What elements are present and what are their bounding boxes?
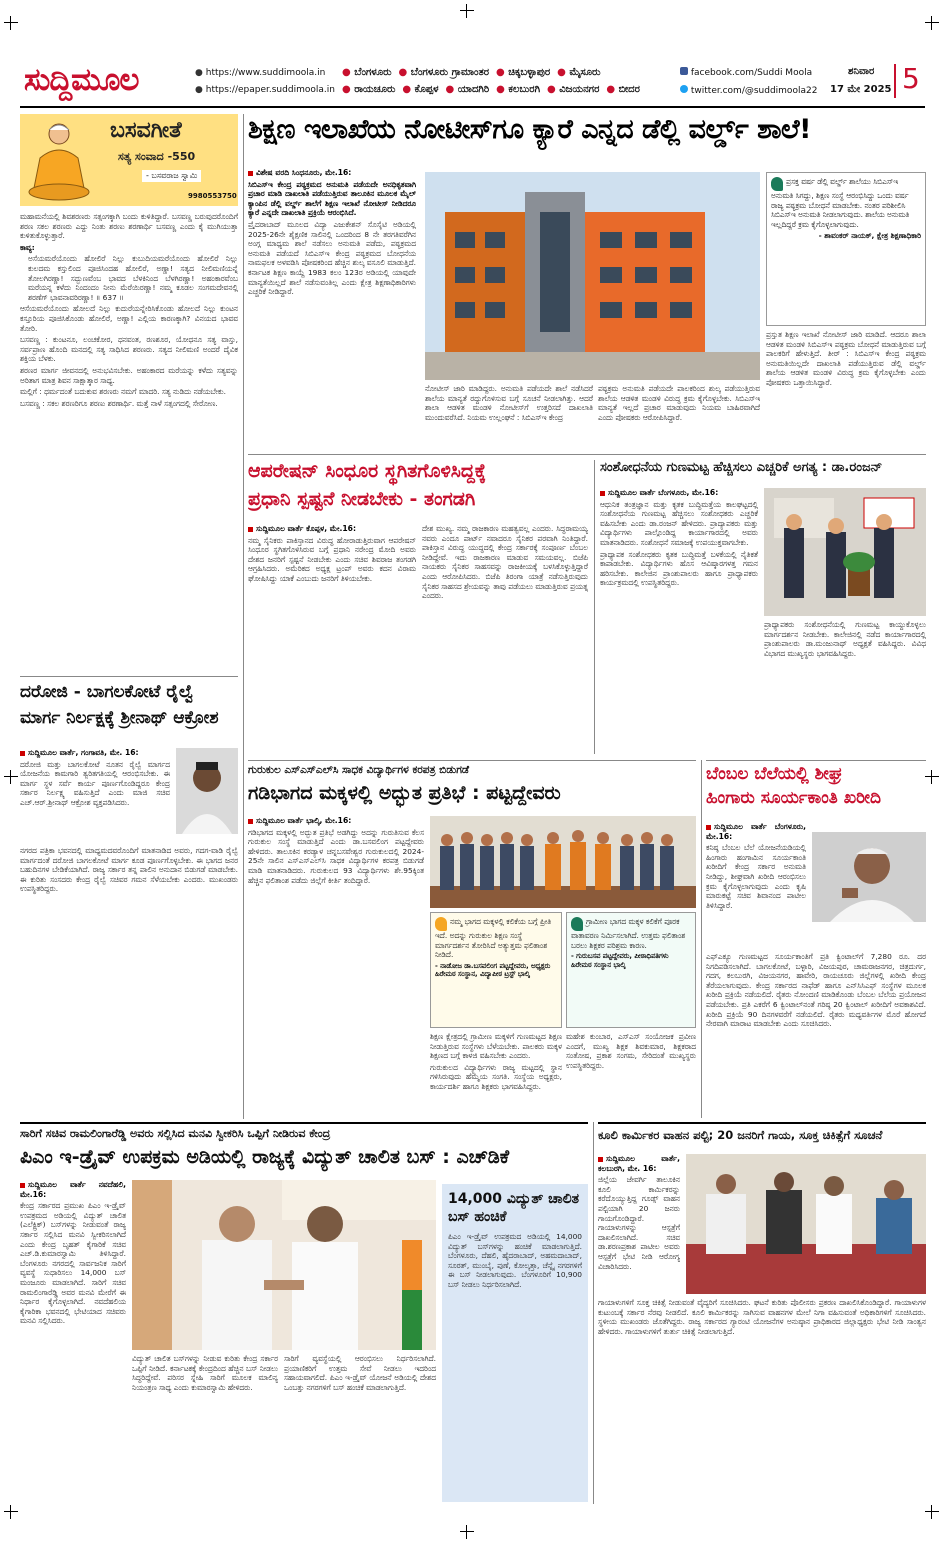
city[interactable]: ● ಮೈಸೂರು	[557, 67, 601, 78]
facebook-link[interactable]: facebook.com/Suddi Moola	[680, 67, 812, 78]
daroji-headline: ದರೋಜಿ - ಬಾಗಲಕೋಟೆ ರೈಲ್ವೆ ಮಾರ್ಗ ನಿರ್ಲಕ್ಷಕ್ಕೆ ಶ್ರೀನಾಥ್ ಆಕ್ರೋಶ	[20, 682, 219, 728]
gurukula-kicker: ಗುರುಕುಲ ಎಸ್‌ಎಸ್‌ಎಲ್‌ಸಿ ಸಾಧಕ ವಿದ್ಯಾರ್ಥಿಗಳ ಕರಪತ್ರ ಬಿಡುಗಡೆ	[248, 764, 470, 776]
epaper-url[interactable]: ● https://epaper.suddimoola.in	[195, 85, 335, 95]
hdk-meeting-photo	[132, 1180, 436, 1350]
web-url[interactable]: ● https://www.suddimoola.in	[195, 68, 326, 78]
samshodhane-col1: ಸುದ್ದಿಮೂಲ ವಾರ್ತೆ ಬೆಂಗಳೂರು, ಮೇ.16: ಆಧುನಿಕ ತಂತ್ರಜ್ಞಾನ ಮತ್ತು ಕೃತಕ ಬುದ್ಧಿಮತ್ತೆಯ ಕಾಲಘಟ್ಟದಲ್ಲಿ ಸಂಶೋಧನೆಯ ಗುಣಮಟ್ಟ ಹೆಚ್ಚಿಸಲು ಸಂಶೋಧಕರು ಎಚ್ಚರಿಕೆ ವಹಿಸಬೇಕು ಎಂದು ಡಾ.ರಂಜನ್ ಹೇಳಿದರು. ಪ್ರಾದ್ಯಾಪಕರು ಮತ್ತು ವಿದ್ಯಾರ್ಥಿಗಳು ಪಾಲ್ಗೊಂಡಿದ್ದ ಕಾರ್ಯಾಗಾರದಲ್ಲಿ ಅವರು ಮಾತನಾಡಿದರು. ಸಂಶೋಧನೆ ಸಮಾಜಕ್ಕೆ ಉಪಯುಕ್ತವಾಗಬೇಕು. ಪ್ರಾಧ್ಯಾಪಕ ಸಂಶೋಧಕರು ಕೃತಕ ಬುದ್ಧಿಮತ್ತೆ ಬಳಕೆಯಲ್ಲಿ ನೈತಿಕತೆ ಕಾಪಾಡಬೇಕು. ವಿದ್ಯಾರ್ಥಿಗಳು ಹೊಸ ಆವಿಷ್ಕಾರಗಳತ್ತ ಗಮನ ಹರಿಸಬೇಕು. ಕಾಲೇಜಿನ ಪ್ರಾಂಶುಪಾಲರು ಹಾಗೂ ಪ್ರಾಧ್ಯಾಪಕರು ಕಾರ್ಯಕ್ರಮದಲ್ಲಿ ಉಪಸ್ಥಿತರಿದ್ದರು.	[600, 488, 758, 588]
twitter-icon	[680, 85, 688, 93]
city[interactable]: ● ಯಾದಗಿರಿ	[445, 84, 490, 95]
city[interactable]: ● ಬೀದರ	[606, 84, 640, 95]
section-rule	[20, 676, 238, 677]
sindoor-col2: ದೇಶ ಮುಖ್ಯ. ನಮ್ಮ ರಾಜಕಾರಣ ಮಹತ್ವವಲ್ಲ ಎಂದರು. ಸಿದ್ಧರಾಮಯ್ಯ ನವರು ಎಂದೂ ಪಾರ್ಟ್‌ ನವಾದರೂ ಸೈನಿಕರ ಪರವಾಗಿ ನಿಂತಿದ್ದಾರೆ. ಪಾಕಿಸ್ತಾನ ವಿರುದ್ಧ ಯುದ್ಧದಲ್ಲಿ ಕೇಂದ್ರ ಸರ್ಕಾರಕ್ಕೆ ಸಂಪೂರ್ಣ ಬೆಂಬಲ ನೀಡಿದ್ದೇವೆ. ಇದು ರಾಜಕಾರಣ ಮಾಡುವ ಸಮಯವಲ್ಲ. ಬಿಜೆಪಿ ನಾಯಕರು ಸೈನಿಕರ ಸಾಹಸವನ್ನು ರಾಜಕೀಯಕ್ಕೆ ಬಳಸಿಕೊಳ್ಳುತ್ತಿದ್ದಾರೆ ಎಂದು ಆರೋಪಿಸಿದರು. ಬಿಜೆಪಿ ತಿರಂಗಾ ಯಾತ್ರೆ ನಡೆಸುತ್ತಿರುವುದು ಸೈನಿಕರ ಸಾಹಸದ ಶ್ರೇಯವನ್ನು ತಾವು ಪಡೆಯಲು ಮಾಡುತ್ತಿರುವ ಪ್ರಯತ್ನ ಎಂದರು.	[422, 524, 588, 601]
basavageete-phone: 9980553750	[188, 192, 237, 200]
city[interactable]: ● ಚಿಕ್ಕಬಳ್ಳಾಪುರ	[496, 67, 551, 78]
ebus-headline: ಪಿಎಂ ಇ-ಡ್ರೈವ್ ಉಪಕ್ರಮ ಅಡಿಯಲ್ಲಿ ರಾಜ್ಯಕ್ಕೆ ವಿದ್ಯುತ್ ಚಾಲಿತ ಬಸ್ : ಎಚ್‌ಡಿಕೆ	[20, 1146, 510, 1168]
masthead	[0, 60, 945, 106]
research-event-photo	[764, 488, 926, 616]
globe-icon: ●	[195, 68, 203, 78]
column-rule	[701, 760, 702, 1118]
daroji-col2: ನಗರದ ಪತ್ರಿಕಾ ಭವನದಲ್ಲಿ ಮಾಧ್ಯಮದವರೊಂದಿಗೆ ಮಾತನಾಡಿದ ಅವರು, ಗದಗ-ವಾಡಿ ರೈಲ್ವೆ ಮಾರ್ಗದಂತೆ ದರೋಜಿ ಬಾಗಲಕೋಟೆ ಮಾರ್ಗ ಕೂಡ ಪೂರ್ಣಗೊಳ್ಳಬೇಕು. ಈ ಭಾಗದ ಜನರ ಬಹುದಿನಗಳ ಬೇಡಿಕೆಯಾಗಿದೆ. ರಾಜ್ಯ ಸರ್ಕಾರ ತನ್ನ ಪಾಲಿನ ಅನುದಾನ ಬಿಡುಗಡೆ ಮಾಡಬೇಕು. ಈ ಕುರಿತು ಸಂಸದರು ಕೇಂದ್ರ ರೈಲ್ವೆ ಸಚಿವರ ಗಮನ ಸೆಳೆಯಬೇಕು ಎಂದರು. ಮುಖಂಡರು ಉಪಸ್ಥಿತರಿದ್ದರು.	[20, 846, 238, 894]
pattaddevaru-quote: ನಮ್ಮ ಭಾಗದ ಮಕ್ಕಳಲ್ಲಿ ಕಲಿಕೆಯ ಬಗ್ಗೆ ಪ್ರೀತಿ ಇದೆ. ಅದನ್ನು ಗುರುಕುಲ ಶಿಕ್ಷಣ ಸಂಸ್ಥೆ ಮಾರ್ಗದರ್ಶನ ತೋರಿಸಿದೆ ಅತ್ಯುತ್ತಮ ಫಲಿತಾಂಶ ನೀಡಿದೆ. - ನಾಡೋಜ ಡಾ.ಬಸವಲಿಂಗ ಪಟ್ಟದ್ದೇವರು, ಅಧ್ಯಕ್ಷರು ಹಿರೇಮಠ ಸಂಸ್ಥಾನ, ವಿದ್ಯಾಪೀಠ ಟ್ರಸ್ಟ್ ಭಾಲ್ಕಿ	[430, 912, 562, 1028]
ebus-kicker: ಸಾರಿಗೆ ಸಚಿವ ರಾಮಲಿಂಗಾರೆಡ್ಡಿ ಅವರು ಸಲ್ಲಿಸಿದ ಮನವಿ ಸ್ವೀಕರಿಸಿ ಒಪ್ಪಿಗೆ ನೀಡಿರುವ ಕೇಂದ್ರ	[20, 1127, 331, 1140]
registration-mark	[4, 16, 18, 30]
globe-icon: ●	[195, 85, 203, 95]
gurukula-col4: ಮಹೇಶ ಕುಂಬಾರ, ಎಸ್ಎಸ್ ಸಂಯೋಜಕ ಪ್ರವೀಣ ಎಂದಗೆ, ಮುಖ್ಯ ಶಿಕ್ಷಕ ಶಿವಕುಮಾರ, ಶಿಕ್ಷಕರಾದ ಸಂತೋಷ, ಪ್ರಕಾಶ ಸಂಗಮ, ಸೇರಿದಂತೆ ಮುಖ್ಯಸ್ಥರು ಉಪಸ್ಥಿತರಿದ್ದರು.	[566, 1032, 696, 1070]
officer-quote: ಪ್ರಸಕ್ತ ವರ್ಷ ಡೆಲ್ಲಿ ವರ್ಲ್ಡ್ ಶಾಲೆಯು ಸಿಬಿಎಸ್‌ಇ ಅನುಮತಿ ಸಿಗದ್ದು, ಶಿಕ್ಷಣ ಸಂಸ್ಥೆ ಆರಂಭಿಸಿದ್ದು ಒಂದು ವರ್ಷ ರಾಜ್ಯ ಪಠ್ಯಕ್ರಮ ಬೋಧನೆ ಮಾಡಬೇಕು. ನಂತರ ಪರಿಶೀಲಿಸಿ ಸಿಬಿಎಸ್‌ಇ ಅನುಮತಿ ನೀಡಲಾಗುವುದು. ಶಾಲೆಯ ಅನುಮತಿ ಇಲ್ಲದಿದ್ದರೆ ಕ್ರಮ ಕೈಗೊಳ್ಳಲಾಗುವುದು. - ಶಾವಂಕರ್ ನಾಯಕ್, ಕ್ಷೇತ್ರ ಶಿಕ್ಷಣಾಧಿಕಾರಿ	[766, 172, 926, 326]
samshodhane-col3: ಪ್ರಾಧ್ಯಾಪಕರು ಸಂಶೋಧನೆಯಲ್ಲಿ ಗುಣಮಟ್ಟ ಕಾಯ್ದುಕೊಳ್ಳಲು ಮಾರ್ಗದರ್ಶನ ನೀಡಬೇಕು. ಕಾಲೇಜಿನಲ್ಲಿ ನಡೆದ ಕಾರ್ಯಾಗಾರದಲ್ಲಿ ಪ್ರಾಂಶುಪಾಲರು ಡಾ.ಮಂಜುನಾಥ್ ಅಧ್ಯಕ್ಷತೆ ವಹಿಸಿದ್ದರು. ವಿವಿಧ ವಿಭಾಗದ ಮುಖ್ಯಸ್ಥರು ಭಾಗವಹಿಸಿದ್ದರು.	[764, 620, 926, 658]
basavageete-column	[20, 114, 238, 674]
column-rule	[593, 1122, 594, 1504]
minister-portrait-photo	[812, 832, 926, 922]
ebus-factbox: 14,000 ವಿದ್ಯುತ್ ಚಾಲಿತ ಬಸ್ ಹಂಚಿಕೆ ಪಿಎಂ ಇ-ಡ್ರೈವ್ ಉಪಕ್ರಮದ ಅಡಿಯಲ್ಲಿ 14,000 ವಿದ್ಯುತ್ ಬಸ್‌ಗಳನ್ನು ಹಂಚಿಕೆ ಮಾಡಲಾಗುತ್ತಿದೆ. ಬೆಂಗಳೂರು, ದೆಹಲಿ, ಹೈದರಾಬಾದ್, ಅಹಮದಾಬಾದ್, ಸೂರತ್, ಮುಂಬೈ, ಪುಣೆ, ಕೋಲ್ಕತ್ತಾ, ಚೆನ್ನೈ ನಗರಗಳಿಗೆ ಈ ಬಸ್ ನೀಡಲಾಗುವುದು. ಬೆಂಗಳೂರಿಗೆ 10,900 ಬಸ್ ನೀಡಲು ನಿರ್ಧರಿಸಲಾಗಿದೆ.	[442, 1184, 588, 1502]
section-rule	[248, 454, 926, 455]
date: 17 ಮೇ 2025	[830, 84, 892, 95]
registration-mark	[4, 770, 18, 784]
quote-icon	[771, 177, 783, 191]
basavageete-author: - ಬಸವರಾಜ ಸ್ವಾಮಿ	[142, 170, 201, 182]
city[interactable]: ● ಕೊಪ್ಪಳ	[402, 84, 439, 95]
section-rule	[706, 760, 926, 761]
section-rule	[20, 1122, 588, 1124]
page-number: 5	[902, 62, 920, 95]
city[interactable]: ● ಬೆಂಗಳೂರು ಗ್ರಾಮಾಂತರ	[398, 67, 490, 78]
section-rule	[248, 760, 696, 761]
logo: ಸುದ್ದಿಮೂಲ	[24, 62, 139, 98]
gurukula-col1: ಸುದ್ದಿಮೂಲ ವಾರ್ತೆ ಭಾಲ್ಕಿ, ಮೇ.16: ಗಡಿಭಾಗದ ಮಕ್ಕಳಲ್ಲಿ ಅದ್ಭುತ ಪ್ರತಿಭೆ ಅಡಗಿದ್ದು ಅದನ್ನು ಗುರುತಿಸುವ ಕೆಲಸ ಗುರುಕುಲ ಸಂಸ್ಥೆ ಮಾಡುತ್ತಿದೆ ಎಂದು ಡಾ.ಬಸವಲಿಂಗ ಪಟ್ಟದ್ದೇವರು ಹೇಳಿದರು. ತಾಲೂಕಿನ ಕರಡ್ಯಾಳ ಚನ್ನಬಸವೇಶ್ವರ ಗುರುಕುಲದಲ್ಲಿ 2024-25ನೇ ಸಾಲಿನ ಎಸ್‌ಎಸ್‌ಎಲ್‌ಸಿ ಸಾಧಕ ವಿದ್ಯಾರ್ಥಿಗಳ ಕರಪತ್ರ ಬಿಡುಗಡೆ ಮಾಡಿ ಮಾತನಾಡಿದರು. ಗುರುಕುಲದ 93 ವಿದ್ಯಾರ್ಥಿಗಳು ಶೇ.95ಕ್ಕಿಂತ ಹೆಚ್ಚಿನ ಫಲಿತಾಂಶ ಪಡೆದು ಜಿಲ್ಲೆಗೆ ಕೀರ್ತಿ ತಂದಿದ್ದಾರೆ.	[248, 816, 424, 885]
registration-mark	[460, 1525, 474, 1539]
bembala-headline: ಬೆಂಬಲ ಬೆಲೆಯಲ್ಲಿ ಶೀಘ್ರ ಹಿಂಗಾರು ಸೂರ್ಯಕಾಂತಿ ಖರೀದಿ	[706, 764, 881, 808]
page-divider	[894, 64, 896, 98]
city[interactable]: ● ರಾಯಚೂರು	[342, 84, 396, 95]
accident-col2: ಗಾಯಾಳುಗಳಿಗೆ ಸೂಕ್ತ ಚಿಕಿತ್ಸೆ ನೀಡುವಂತೆ ವೈದ್ಯರಿಗೆ ಸೂಚಿಸಿದರು. ಘಟನೆ ಕುರಿತು ಪೊಲೀಸರು ಪ್ರಕರಣ ದಾಖಲಿಸಿಕೊಂಡಿದ್ದಾರೆ. ಗಾಯಾಳುಗಳ ಕುಟುಂಬಕ್ಕೆ ಸರ್ಕಾರ ನೆರವು ನೀಡಲಿದೆ. ಕೂಲಿ ಕಾರ್ಮಿಕರನ್ನು ಸಾಗಿಸುವ ವಾಹನಗಳ ಮೇಲೆ ನಿಗಾ ವಹಿಸುವಂತೆ ಅಧಿಕಾರಿಗಳಿಗೆ ಸೂಚಿಸಿದರು. ಸ್ಥಳೀಯ ಮುಖಂಡರು ಜೊತೆಗಿದ್ದರು. ರಾಜ್ಯ ಸರ್ಕಾರದ ಗ್ಯಾರಂಟಿ ಯೋಜನೆಗಳ ಅನುಷ್ಠಾನ ಪ್ರಾಧಿಕಾರದ ಜಿಲ್ಲಾಧ್ಯಕ್ಷರು ಭೇಟಿ ನೀಡಿ ಸಾಂತ್ವನ ಹೇಳಿದರು. ಗಾಯಾಳುಗಳಿಗೆ ತುರ್ತು ಚಿಕಿತ್ಸೆ ನೀಡಲಾಗುತ್ತಿದೆ.	[598, 1298, 926, 1336]
sindoor-headline: ಆಪರೇಷನ್ ಸಿಂಧೂರ ಸ್ಥಗಿತಗೊಳಿಸಿದ್ದಕ್ಕೆ ಪ್ರಧಾನಿ ಸ್ಪಷ್ಟನೆ ನೀಡಬೇಕು - ತಂಗಡಗಿ	[248, 460, 487, 510]
city[interactable]: ● ಕಲಬುರಗಿ	[496, 84, 541, 95]
ebus-col2: ವಿದ್ಯುತ್ ಚಾಲಿತ ಬಸ್‌ಗಳನ್ನು ನೀಡುವ ಕುರಿತು ಕೇಂದ್ರ ಸರ್ಕಾರ ಒಪ್ಪಿಗೆ ನೀಡಿದೆ. ಕರ್ನಾಟಕಕ್ಕೆ ಕೇಂದ್ರದಿಂದ ಹೆಚ್ಚಿನ ಬಸ್ ನೀಡಲು ಸಿದ್ಧರಿದ್ದೇವೆ. ಪರಿಸರ ಸ್ನೇಹಿ ಸಾರಿಗೆ ಮೂಲಕ ಮಾಲಿನ್ಯ ನಿಯಂತ್ರಣ ಸಾಧ್ಯ ಎಂದು ಕುಮಾರಸ್ವಾಮಿ ಹೇಳಿದರು.	[132, 1354, 278, 1392]
bembala-col1: ಸುದ್ದಿಮೂಲ ವಾರ್ತೆ ಬೆಂಗಳೂರು, ಮೇ.16: ಕನಿಷ್ಠ ಬೆಂಬಲ ಬೆಲೆ ಯೋಜನೆಯಡಿಯಲ್ಲಿ ಹಿಂಗಾರು ಹಂಗಾಮಿನ ಸೂರ್ಯಕಾಂತಿ ಖರೀದಿಗೆ ಕೇಂದ್ರ ಸರ್ಕಾರ ಅನುಮತಿ ನೀಡಿದ್ದು, ಶೀಘ್ರವಾಗಿ ಖರೀದಿ ಆರಂಭಿಸಲು ಕ್ರಮ ಕೈಗೊಳ್ಳಲಾಗುವುದು ಎಂದು ಕೃಷಿ ಮಾರುಕಟ್ಟೆ ಸಚಿವ ಶಿವಾನಂದ ಪಾಟೀಲ ತಿಳಿಸಿದ್ದಾರೆ.	[706, 822, 806, 910]
quote-icon	[435, 917, 447, 931]
daroji-col1: ಸುದ್ದಿಮೂಲ ವಾರ್ತೆ, ಗಂಗಾವತಿ, ಮೇ. 16: ದರೋಜಿ ಮತ್ತು ಬಾಗಲಕೋಟೆ ನೂತನ ರೈಲ್ವೆ ಮಾರ್ಗದ ಯೋಜನೆಯ ಕಾಮಗಾರಿ ತ್ವರಿತಗತಿಯಲ್ಲಿ ಆರಂಭಿಸಬೇಕು. ಈ ಮಾರ್ಗ ಸ್ಥಳ ಸರ್ವೆ ಕಾರ್ಯ ಪೂರ್ಣಗೊಂಡಿದ್ದರೂ ಕೇಂದ್ರ ಸರ್ಕಾರ ನಿರ್ಲಕ್ಷ್ಯ ವಹಿಸುತ್ತಿದೆ ಎಂದು ಮಾಜಿ ಸಚಿವ ಎಚ್.ಆರ್.ಶ್ರೀನಾಥ್ ಆಕ್ರೋಶ ವ್ಯಕ್ತಪಡಿಸಿದರು.	[20, 748, 170, 807]
registration-mark	[460, 4, 474, 18]
registration-mark	[4, 1505, 18, 1519]
ebus-col1: ಸುದ್ದಿಮೂಲ ವಾರ್ತೆ ನವದೆಹಲಿ, ಮೇ.16: ಕೇಂದ್ರ ಸರ್ಕಾರದ ಪ್ರಮುಖ ಪಿಎಂ ಇ-ಡ್ರೈವ್ ಉಪಕ್ರಮದ ಅಡಿಯಲ್ಲಿ ವಿದ್ಯುತ್ ಚಾಲಿತ (ಎಲೆಕ್ಟ್ರಿಕ್) ಬಸ್‌ಗಳನ್ನು ನೀಡುವಂತೆ ರಾಜ್ಯ ಸರ್ಕಾರ ಸಲ್ಲಿಸಿದ ಮನವಿ ಸ್ವೀಕರಿಸಲಾಗಿದೆ ಎಂದು ಕೇಂದ್ರ ಬೃಹತ್ ಕೈಗಾರಿಕೆ ಸಚಿವ ಎಚ್.ಡಿ.ಕುಮಾರಸ್ವಾಮಿ ತಿಳಿಸಿದ್ದಾರೆ. ಬೆಂಗಳೂರು ನಗರದಲ್ಲಿ ಸಾರ್ವಜನಿಕ ಸಾರಿಗೆ ವ್ಯವಸ್ಥೆ ಸುಧಾರಿಸಲು 14,000 ಬಸ್ ಮಂಜೂರು ಮಾಡಲಾಗಿದೆ. ಸಾರಿಗೆ ಸಚಿವ ರಾಮಲಿಂಗಾರೆಡ್ಡಿ ಅವರ ಮನವಿ ಮೇರೆಗೆ ಈ ನಿರ್ಧಾರ ಕೈಗೊಳ್ಳಲಾಗಿದೆ. ನವದೆಹಲಿಯ ಕೈಗಾರಿಕಾ ಭವನದಲ್ಲಿ ಭೇಟಿಯಾದ ಸಚಿವರು ಮನವಿ ಸಲ್ಲಿಸಿದರು.	[20, 1180, 126, 1326]
pamphlet-release-photo	[430, 816, 696, 908]
day: ಶನಿವಾರ	[848, 66, 875, 77]
lead-col3: ಪಠ್ಯಕ್ರಮ ಅನುಮತಿ ಪಡೆಯದೇ ಪಾಲಕರಿಂದ ಶುಲ್ಕ ಪಡೆಯುತ್ತಿರುವ ಶಾಲೆಯ ಆಡಳಿತ ಮಂಡಳಿ ವಿರುದ್ಧ ಕ್ರಮ ಕೈಗೊಳ್ಳಬೇಕು. ಸಿಬಿಎಸ್‌ಇ ಮಾನ್ಯತೆ ಇಲ್ಲದೆ ಪ್ರಚಾರ ಮಾಡುವುದು ನಿಯಮ ಬಾಹಿರವಾಗಿದೆ ಎಂದು ಪೋಷಕರು ಆರೋಪಿಸಿದ್ದಾರೆ.	[598, 384, 760, 422]
saint-illustration	[26, 118, 92, 202]
gurubasava-quote: ಗ್ರಾಮೀಣ ಭಾಗದ ಮಕ್ಕಳ ಕಲಿಕೆಗೆ ಪೂರಕ ವಾತಾವರಣ ನಿರ್ಮಿಸಲಾಗಿದೆ. ಉತ್ತಮ ಫಲಿತಾಂಶ ಬರಲು ಶಿಕ್ಷಕರ ಪರಿಶ್ರಮ ಕಾರಣ. - ಗುರುಬಸವ ಪಟ್ಟದ್ದೇವರು, ಪೀಠಾಧಿಪತಿಗಳು ಹಿರೇಮಠ ಸಂಸ್ಥಾನ ಭಾಲ್ಕಿ	[566, 912, 696, 1028]
city-list-row2	[342, 84, 640, 95]
sindoor-col1: ಸುದ್ದಿಮೂಲ ವಾರ್ತೆ ಕೊಪ್ಪಳ, ಮೇ.16: ನಮ್ಮ ಸೈನಿಕರು ಪಾಕಿಸ್ತಾನದ ವಿರುದ್ಧ ಹೋರಾಡುತ್ತಿರುವಾಗ ಆಪರೇಷನ್ ಸಿಂಧೂರ ಸ್ಥಗಿತಗೊಳಿಸಿರುವ ಬಗ್ಗೆ ಪ್ರಧಾನಿ ನರೇಂದ್ರ ಮೋದಿ ಅವರು ದೇಶದ ಜನರಿಗೆ ಸ್ಪಷ್ಟನೆ ನೀಡಬೇಕು ಎಂದು ಸಚಿವ ಶಿವರಾಜ ತಂಗಡಗಿ ಆಗ್ರಹಿಸಿದರು. ಅಮೆರಿಕದ ಅಧ್ಯಕ್ಷ ಟ್ರಂಪ್ ಅವರು ಕದನ ವಿರಾಮ ಘೋಷಿಸಿದ್ದು ಯಾಕೆ ಎಂಬುದು ಜನರಿಗೆ ತಿಳಿಯಬೇಕು.	[248, 524, 416, 583]
srinath-portrait-photo	[176, 748, 238, 834]
lead-col1: ವಿಶೇಷ ವರದಿ ಸಿಂಧನೂರು, ಮೇ.16: ಸಿಬಿಎಸ್‌ಇ ಕೇಂದ್ರ ಪಠ್ಯಕ್ರಮದ ಅನುಮತಿ ಪಡೆಯದೇ ಅನಧಿಕೃತವಾಗಿ ಪ್ರಚಾರ ಮಾಡಿ ದಾಖಲಾತಿ ಪಡೆಯುತ್ತಿರುವ ತಾಲೂಕಿನ ಮೂಲಕ ಮೈಲ್ ಕ್ಯಾಂಪಿನ ಡೆಲ್ಲಿ ವರ್ಲ್ಡ್ ಶಾಲೆಗೆ ಶಿಕ್ಷಣ ಇಲಾಖೆ ನೋಟೀಸ್ ನೀಡಿದರೂ ಕ್ಯಾರೆ ಎನ್ನದೇ ದಾಖಲಾತಿ ಪ್ರಕ್ರಿಯೆ ಆರಂಭಿಸಿದೆ. ಪ್ರೈದರಾಬಾದ್ ಮೂಲದ ವಿದ್ಯಾ ಎಜುಕೇಶನ್ ಸೊಸೈಟಿ ಅಡಿಯಲ್ಲಿ 2025-26ನೇ ಶೈಕ್ಷಣಿಕ ಸಾಲಿನಲ್ಲಿ ಒಂದರಿಂದ 8 ನೇ ತರಗತಿವರೆಗಿನ ಅಂಗ್ಲ ಮಾಧ್ಯಮ ಶಾಲೆ ನಡೆಸಲು ಅನುಮತಿ ಪಡೆದು, ಪಠ್ಯಕ್ರಮದ ಅನುಮತಿ ಪಡೆಯದೆ ಸಿಬಿಎಸ್‌ಇ ಕೇಂದ್ರ ಪಠ್ಯಕ್ರಮದ ಬೋಧನೆಯ ನಾಮಫಲಕ ಅಳವಡಿಸಿ ಪೋಷಕರಿಂದ ಹೆಚ್ಚಿನ ಶುಲ್ಕ ವಸೂಲಿ ಮಾಡುತ್ತಿದೆ. ಕರ್ನಾಟಕ ಶಿಕ್ಷಣ ಕಾಯ್ದೆ 1983 ಕಲಂ 123ರ ಅಡಿಯಲ್ಲಿ ಯಾವುದೇ ಮಾನ್ಯತೆಯಿಲ್ಲದೆ ಶಾಲೆ ನಡೆಸುವಂತಿಲ್ಲ ಎಂದು ಕ್ಷೇತ್ರ ಶಿಕ್ಷಣಾಧಿಕಾರಿಗಳು ಎಚ್ಚರಿಕೆ ನೀಡಿದ್ದಾರೆ.	[248, 168, 416, 297]
registration-mark	[925, 16, 939, 30]
quote-icon	[571, 917, 583, 931]
city-list-row1	[342, 67, 601, 78]
accident-col1: ಸುದ್ದಿಮೂಲ ವಾರ್ತೆ, ಕಲಬುರಗಿ, ಮೇ. 16: ಜಿಲ್ಲೆಯ ಜೇವರ್ಗಿ ತಾಲೂಕಿನ ಕೂಲಿ ಕಾರ್ಮಿಕರನ್ನು ಕರೆದೊಯ್ಯುತ್ತಿದ್ದ ಗೂಡ್ಸ್ ವಾಹನ ಪಲ್ಟಿಯಾಗಿ 20 ಜನರು ಗಾಯಗೊಂಡಿದ್ದಾರೆ. ಗಾಯಾಳುಗಳನ್ನು ಆಸ್ಪತ್ರೆಗೆ ದಾಖಲಿಸಲಾಗಿದೆ. ಸಚಿವ ಡಾ.ಶರಣಪ್ರಕಾಶ ಪಾಟೀಲ ಅವರು ಆಸ್ಪತ್ರೆಗೆ ಭೇಟಿ ನೀಡಿ ಆರೋಗ್ಯ ವಿಚಾರಿಸಿದರು.	[598, 1154, 680, 1271]
lead-col4: ಪ್ರಸ್ತುತ ಶಿಕ್ಷಣ ಇಲಾಖೆ ನೋಟೀಸ್ ಜಾರಿ ಮಾಡಿದೆ. ಆದರೂ ಶಾಲಾ ಆಡಳಿತ ಮಂಡಳಿ ಸಿಬಿಎಸ್‌ಇ ಪಠ್ಯಕ್ರಮ ಬೋಧನೆ ಮಾಡುತ್ತಿರುವ ಬಗ್ಗೆ ಪಾಲಕರಿಗೆ ಹೇಳುತ್ತಿದೆ. ತೀರ್ : ಸಿಬಿಎಸ್‌ಇ ಕೇಂದ್ರ ಪಠ್ಯಕ್ರಮ ಅನುಮತಿಯಿಲ್ಲದೇ ದಾಖಲಾತಿ ಪಡೆಯುತ್ತಿರುವ ಡೆಲ್ಲಿ ವರ್ಲ್ಡ್ ಶಾಲೆಯ ಆಡಳಿತ ಮಂಡಳಿ ವಿರುದ್ಧ ಕ್ರಮ ಕೈಗೊಳ್ಳಬೇಕು ಎಂದು ಪೋಷಕರು ಒತ್ತಾಯಿಸಿದ್ದಾರೆ.	[766, 330, 926, 387]
twitter-link[interactable]: twitter.com/@suddimoola22	[680, 85, 817, 96]
column-rule	[243, 114, 244, 1119]
hospital-visit-photo	[686, 1154, 926, 1294]
gurukula-headline: ಗಡಿಭಾಗದ ಮಕ್ಕಳಲ್ಲಿ ಅದ್ಭುತ ಪ್ರತಿಭೆ : ಪಟ್ಟದ್ದೇವರು	[248, 782, 561, 804]
accident-headline: ಕೂಲಿ ಕಾರ್ಮಿಕರ ವಾಹನ ಪಲ್ಟಿ; 20 ಜನರಿಗೆ ಗಾಯ, ಸೂಕ್ತ ಚಿಕಿತ್ಸೆಗೆ ಸೂಚನೆ	[598, 1128, 883, 1142]
masthead-rule	[20, 106, 925, 108]
basavageete-header	[20, 114, 238, 206]
school-building-photo	[425, 172, 760, 380]
gurukula-col3: ಶಿಕ್ಷಣ ಕ್ಷೇತ್ರದಲ್ಲಿ ಗ್ರಾಮೀಣ ಮಕ್ಕಳಿಗೆ ಗುಣಮಟ್ಟದ ಶಿಕ್ಷಣ ನೀಡುತ್ತಿರುವ ಸಂಸ್ಥೆಗಳು ಬೆಳೆಯಬೇಕು. ಪಾಲಕರು ಮಕ್ಕಳ ಶಿಕ್ಷಣದ ಬಗ್ಗೆ ಕಾಳಜಿ ವಹಿಸಬೇಕು ಎಂದರು. ಗುರುಕುಲದ ವಿದ್ಯಾರ್ಥಿಗಳು ರಾಜ್ಯ ಮಟ್ಟದಲ್ಲಿ ಸ್ಥಾನ ಗಳಿಸಿರುವುದು ಹೆಮ್ಮೆಯ ಸಂಗತಿ. ಸಂಸ್ಥೆಯ ಅಧ್ಯಕ್ಷರು, ಕಾರ್ಯದರ್ಶಿ ಹಾಗೂ ಶಿಕ್ಷಕರು ಭಾಗವಹಿಸಿದ್ದರು.	[430, 1032, 562, 1091]
lead-col2: ನೋಟೀಸ್ ಜಾರಿ ಮಾಡಿದ್ದರು. ಅನುಮತಿ ಪಡೆಯದೇ ಶಾಲೆ ನಡೆಸಿದರೆ ಶಾಲೆಯ ಮಾನ್ಯತೆ ರದ್ದುಗೊಳಿಸುವ ಬಗ್ಗೆ ಸೂಚನೆ ನೀಡಲಾಗಿತ್ತು. ಆದರೆ ಶಾಲಾ ಆಡಳಿತ ಮಂಡಳಿ ನೋಟೀಸ್‌ಗೆ ಉತ್ತರಿಸದೆ ದಾಖಲಾತಿ ಮುಂದುವರೆಸಿದೆ. ನಿಯಮ ಉಲ್ಲಂಘನೆ : ಸಿಬಿಎಸ್‌ಇ ಕೇಂದ್ರ	[425, 384, 593, 422]
basavageete-body: ಮಹಾಮನೆಯಲ್ಲಿ ಶಿವಶರಣರು ಸತ್ಸಂಗಕ್ಕಾಗಿ ಬಂದು ಕುಳಿತಿದ್ದಾರೆ. ಬಸವಣ್ಣ ಬರುವುದರೊಂದಿಗೆ ಶರಣ ಸಕಲ ಶರಣರು ಎದ್ದು ನಿಂತು ಶರಣು ಶರಣಾರ್ಥಿ ಬಸವಣ್ಣ ಎಂದು ಕೈ ಮುಗಿಯುತ್ತಾ ಕುಳಿತುಕೊಳ್ಳುತ್ತಾರೆ. ಕಾವ್ಯ: ಅಸೆಯಮರೆಯೊಂದು ಹೋಲಿರೆ ನಿಲ್ಲು ಕುಬುದಿಯಮರೆಯೊಂದು ಹೋಲಿರೆ ನಿಲ್ಲು ಕುಲದಮ ಕಸ್ತುಲಿಂದ ಪೂಜಿಸಿಂದಹ ಹೋಲಿರೆ, ಅಣ್ಣಾ! ಸತ್ಯದ ನೀಲಿಮಣಿಯನ್ನೆ ತೋಲಗಿರಣ್ಣಾ! ಸದ್ಭುಣವೆಂಬ ಭಾವದ ಬೆಳಕಿನಿಂದ ಬೆಳಗಿರಣ್ಣಾ! ಅಹಂಕಾರವೆಂಬ ಮರೆಯನ್ನ ಕಳೆದು ನಿಂದಂದಂ ನೀನು ಮೆರೆಯಿರಣ್ಣಾ! ನಮ್ಮ ಕೂಡಲ ಸಂಗಮದೇವನಲ್ಲಿ ಶರಣೆಗ್ ಭಾವನಾವರಿರಣ್ಣಾ! ॥ 637 ॥ ಆಸೆಯಮರೆಯೊಂದು ಹೋಲದೆ ನಿಲ್ಲು ಕುದುರೆಯನ್ನೇರಿಸಿಕೊಂಡು ಹೋಲದೆ ನಿಲ್ಲು ಕುಂಟನ ಕಸ್ತೂರಿಯ ಪೂಜಿಸಿಕೊಂಡು ಹೋಲಿರೆ, ಅಣ್ಣಾ! ಎಲ್ಲಿಯ ಕಾರಣಕ್ಕಾಗಿ? ವಿನಯದ ಭಾವವ ತೋರಿ. ಬಸವಣ್ಣ : ಕುಂಟನೂ, ಲಂಚಕೋರ, ಧನವಂತ, ರಣಶೂರ, ಯೋಧನೂ ಸತ್ಯ ವಾಸ್ತು, ಸರ್ವಪ್ರಾಣ ಹೊಂದಿ ಮನದಲ್ಲಿ ಸತ್ಯ ಸಾಧಿಸಿದ ಶರಣರು. ಸತ್ಯದ ನೀಲಿಮಣಿ ಅಂದರೆ ದೈವಿಕ ಶಕ್ತಿಯ ಬೆಳಕು. ಶರಣರ ಮಾರ್ಗ ಜೀವನದಲ್ಲಿ ಅನುಭವಿಸಬೇಕು. ಅಹಂಕಾರದ ಮರೆಯನ್ನು ಕಳೆದು ಸತ್ಯವನ್ನು ಅರಿತಾಗ ಮಾತ್ರ ಶಿವನ ಸಾಕ್ಷಾತ್ಕಾರ ಸಾಧ್ಯ. ಮಲ್ಲಿಗೆ : ಧರ್ಮದಂತೆ ಬದುಕುವ ಶರಣರು ನಮಗೆ ಮಾದರಿ. ಸತ್ಯ ನುಡಿದು ನಡೆಯಬೇಕು. ಬಸವಣ್ಣ : ಸಕಲ ಶರಣರಿಗೂ ಶರಣು ಶರಣಾರ್ಥಿ. ಮತ್ತೆ ನಾಳೆ ಸತ್ಸಂಗದಲ್ಲಿ ಸೇರೋಣ.	[20, 212, 238, 408]
ebus-col3: ಸಾರಿಗೆ ವ್ಯವಸ್ಥೆಯಲ್ಲಿ ಆರಂಭಿಸಲು ನಿರ್ಧರಿಸಲಾಗಿದೆ. ಪ್ರಯಾಣಿಕರಿಗೆ ಉತ್ತಮ ಸೇವೆ ನೀಡಲು ಇದರಿಂದ ಸಹಾಯವಾಗಲಿದೆ. ಪಿಎಂ ಇ-ಡ್ರೈವ್ ಯೋಜನೆ ಅಡಿಯಲ್ಲಿ ದೇಶದ ಒಂಬತ್ತು ನಗರಗಳಿಗೆ ಬಸ್ ಹಂಚಿಕೆ ಮಾಡಲಾಗುತ್ತಿದೆ.	[284, 1354, 436, 1392]
city[interactable]: ● ಬೆಂಗಳೂರು	[342, 67, 392, 78]
facebook-icon	[680, 67, 688, 75]
city[interactable]: ● ವಿಜಯನಗರ	[547, 84, 600, 95]
section-rule	[598, 1122, 926, 1124]
registration-mark	[925, 1505, 939, 1519]
bembala-col2: ಎಫ್‌ಎಕ್ಯೂ ಗುಣಮಟ್ಟದ ಸೂರ್ಯಕಾಂತಿಗೆ ಪ್ರತಿ ಕ್ವಿಂಟಾಲ್‌ಗೆ 7,280 ರೂ. ದರ ನಿಗದಿಪಡಿಸಲಾಗಿದೆ. ಬಾಗಲಕೋಟೆ, ಬಳ್ಳಾರಿ, ವಿಜಯಪುರ, ಚಾಮರಾಜನಗರ, ಚಿತ್ರದುರ್ಗ, ಗದಗ, ಕಲಬುರಗಿ, ವಿಜಯನಗರ, ಹಾವೇರಿ, ರಾಯಚೂರು ಜಿಲ್ಲೆಗಳಲ್ಲಿ ಖರೀದಿ ಕೇಂದ್ರ ತೆರೆಯಲಾಗುವುದು. ಕೇಂದ್ರ ಸರ್ಕಾರದ ನಾಫೆಡ್ ಹಾಗೂ ಎನ್‌ಸಿಸಿಎಫ್ ಸಂಸ್ಥೆಗಳ ಮೂಲಕ ಖರೀದಿ ಪ್ರಕ್ರಿಯೆ ನಡೆಯಲಿದೆ. ರೈತರು ನೋಂದಣಿ ಮಾಡಿಕೊಂಡು ಬೆಂಬಲ ಬೆಲೆಯ ಪ್ರಯೋಜನ ಪಡೆಯಬೇಕು. ಪ್ರತಿ ಎಕರೆಗೆ 6 ಕ್ವಿಂಟಾಲ್‌ನಂತೆ ಗರಿಷ್ಠ 20 ಕ್ವಿಂಟಾಲ್ ಖರೀದಿಗೆ ಅವಕಾಶವಿದೆ. ಖರೀದಿ ಪ್ರಕ್ರಿಯೆ 90 ದಿನಗಳವರೆಗೆ ನಡೆಯಲಿದೆ. ರೈತರು ಮಧ್ಯವರ್ತಿಗಳ ಮೊರೆ ಹೋಗದೆ ನೇರವಾಗಿ ಮಾರಾಟ ಮಾಡಬೇಕು ಎಂದು ಸೂಚಿಸಿದರು.	[706, 952, 926, 1029]
lead-headline-text: ಶಿಕ್ಷಣ ಇಲಾಖೆಯ ನೋಟೀಸ್‌ಗೂ ಕ್ಯಾರೆ ಎನ್ನದ ಡೆಲ್ಲಿ ವರ್ಲ್ಡ್ ಶಾಲೆ!	[248, 114, 811, 145]
basavageete-subtitle: ಸತ್ಯ ಸಂವಾದ -550	[118, 150, 196, 163]
lead-headline	[248, 114, 928, 158]
basavageete-title: ಬಸವಗೀತೆ	[110, 118, 182, 143]
samshodhane-headline: ಸಂಶೋಧನೆಯ ಗುಣಮಟ್ಟ ಹೆಚ್ಚಿಸಲು ಎಚ್ಚರಿಕೆ ಅಗತ್ಯ : ಡಾ.ರಂಜನ್	[600, 460, 883, 475]
column-rule	[594, 460, 595, 754]
